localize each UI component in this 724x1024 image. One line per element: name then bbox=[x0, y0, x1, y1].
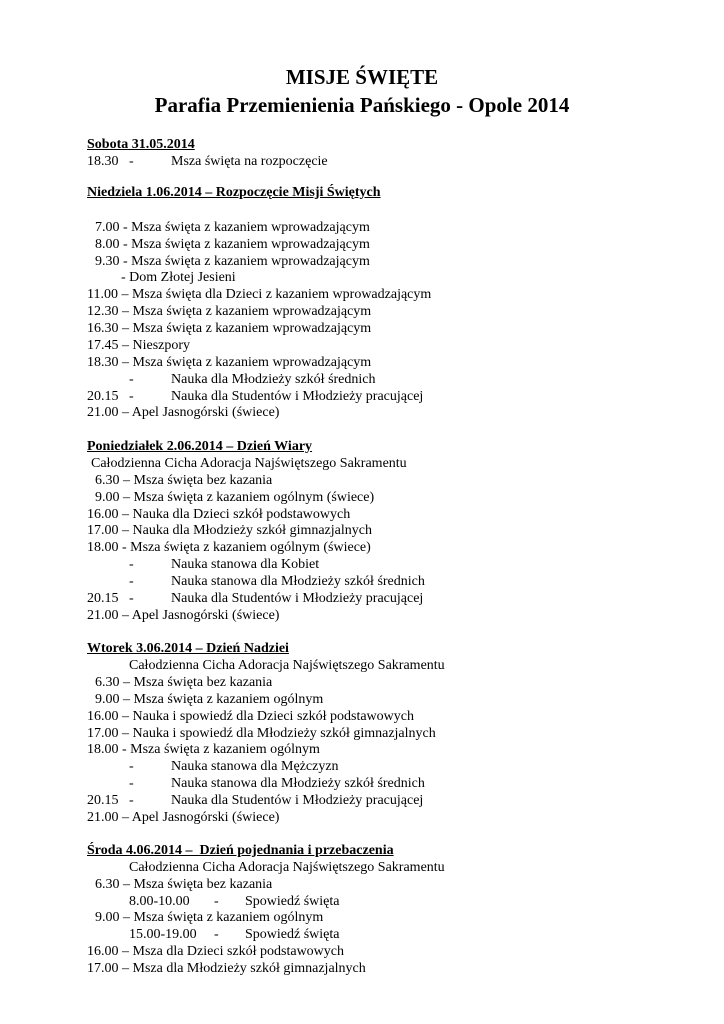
entry-dash: - bbox=[214, 894, 219, 909]
entry-dash: - bbox=[129, 591, 134, 606]
entry-text: Msza święta na rozpoczęcie bbox=[171, 154, 328, 169]
entry-dash: - bbox=[129, 389, 134, 404]
entry-text: 17.45 – Nieszpory bbox=[87, 338, 191, 353]
section-header: Środa 4.06.2014 – Dzień pojednania i przebaczenia bbox=[87, 843, 394, 858]
entry-text: Całodzienna Cicha Adoracja Najświętszego Sakramentu bbox=[91, 456, 407, 471]
entry-dash: - bbox=[129, 574, 134, 589]
section-header: Poniedziałek 2.06.2014 – Dzień Wiary bbox=[87, 439, 313, 454]
entry-text: Całodzienna Cicha Adoracja Najświętszego Sakramentu bbox=[129, 860, 445, 875]
entry-text: 16.00 – Msza dla Dzieci szkół podstawowych bbox=[87, 944, 344, 959]
entry-text: 12.30 – Msza święta z kazaniem wprowadzającym bbox=[87, 304, 372, 319]
entry-text: 8.00 - Msza święta z kazaniem wprowadzającym bbox=[95, 237, 370, 252]
entry-text: 21.00 – Apel Jasnogórski (świece) bbox=[87, 608, 280, 623]
entry-text: 9.00 – Msza święta z kazaniem ogólnym (świece) bbox=[95, 490, 375, 505]
entry-text: 9.30 - Msza święta z kazaniem wprowadzającym bbox=[95, 254, 370, 269]
entry-text: Nauka dla Młodzieży szkół średnich bbox=[171, 372, 376, 387]
entry-text: 16.00 – Nauka i spowiedź dla Dzieci szkół podstawowych bbox=[87, 709, 414, 724]
entry-text: Nauka dla Studentów i Młodzieży pracującej bbox=[171, 389, 424, 404]
document-title: MISJE ŚWIĘTE bbox=[285, 65, 439, 89]
entry-text: Nauka stanowa dla Młodzieży szkół średnich bbox=[171, 574, 425, 589]
entry-text: Nauka stanowa dla Mężczyzn bbox=[171, 759, 339, 774]
entry-dash: - bbox=[129, 557, 134, 572]
entry-dash: - bbox=[129, 759, 134, 774]
entry-text: - Dom Złotej Jesieni bbox=[121, 270, 236, 285]
entry-text: Nauka dla Studentów i Młodzieży pracującej bbox=[171, 793, 424, 808]
entry-text: Spowiedź święta bbox=[245, 927, 340, 942]
entry-text: Spowiedź święta bbox=[245, 894, 340, 909]
entry-text: 16.30 – Msza święta z kazaniem wprowadzającym bbox=[87, 321, 372, 336]
entry-text: Nauka stanowa dla Kobiet bbox=[171, 557, 320, 572]
entry-dash: - bbox=[129, 793, 134, 808]
entry-text: 16.00 – Nauka dla Dzieci szkół podstawowych bbox=[87, 507, 351, 522]
section-header: Wtorek 3.06.2014 – Dzień Nadziei bbox=[87, 641, 289, 656]
document-subtitle: Parafia Przemienienia Pańskiego - Opole 2014 bbox=[154, 93, 570, 117]
entry-time: 8.00-10.00 bbox=[129, 894, 190, 909]
entry-text: 17.00 – Nauka dla Młodzieży szkół gimnazjalnych bbox=[87, 523, 372, 538]
entry-dash: - bbox=[129, 372, 134, 387]
section-header: Sobota 31.05.2014 bbox=[87, 137, 195, 152]
entry-text: 18.00 - Msza święta z kazaniem ogólnym bbox=[87, 742, 320, 757]
entry-text: 18.00 - Msza święta z kazaniem ogólnym (świece) bbox=[87, 540, 371, 555]
entry-text: 11.00 – Msza święta dla Dzieci z kazaniem wprowadzającym bbox=[87, 287, 432, 302]
entry-time: 20.15 bbox=[87, 591, 119, 606]
entry-dash: - bbox=[129, 154, 134, 169]
entry-dash: - bbox=[214, 927, 219, 942]
entry-text: 21.00 – Apel Jasnogórski (świece) bbox=[87, 405, 280, 420]
entry-text: 9.00 – Msza święta z kazaniem ogólnym bbox=[95, 910, 324, 925]
entry-text: 6.30 – Msza święta bez kazania bbox=[95, 675, 273, 690]
entry-text: 6.30 – Msza święta bez kazania bbox=[95, 473, 273, 488]
entry-text: 17.00 – Msza dla Młodzieży szkół gimnazjalnych bbox=[87, 961, 366, 976]
entry-text: 7.00 - Msza święta z kazaniem wprowadzającym bbox=[95, 220, 370, 235]
entry-time: 15.00-19.00 bbox=[129, 927, 197, 942]
entry-text: Nauka dla Studentów i Młodzieży pracującej bbox=[171, 591, 424, 606]
entry-text: Nauka stanowa dla Młodzieży szkół średnich bbox=[171, 776, 425, 791]
entry-time: 20.15 bbox=[87, 389, 119, 404]
entry-dash: - bbox=[129, 776, 134, 791]
entry-text: Całodzienna Cicha Adoracja Najświętszego Sakramentu bbox=[129, 658, 445, 673]
entry-time: 18.30 bbox=[87, 154, 119, 169]
entry-text: 17.00 – Nauka i spowiedź dla Młodzieży szkół gimnazjalnych bbox=[87, 726, 436, 741]
entry-time: 20.15 bbox=[87, 793, 119, 808]
entry-text: 9.00 – Msza święta z kazaniem ogólnym bbox=[95, 692, 324, 707]
entry-text: 18.30 – Msza święta z kazaniem wprowadzającym bbox=[87, 355, 372, 370]
entry-text: 6.30 – Msza święta bez kazania bbox=[95, 877, 273, 892]
entry-text: 21.00 – Apel Jasnogórski (świece) bbox=[87, 810, 280, 825]
section-header: Niedziela 1.06.2014 – Rozpoczęcie Misji Świętych bbox=[87, 185, 381, 200]
